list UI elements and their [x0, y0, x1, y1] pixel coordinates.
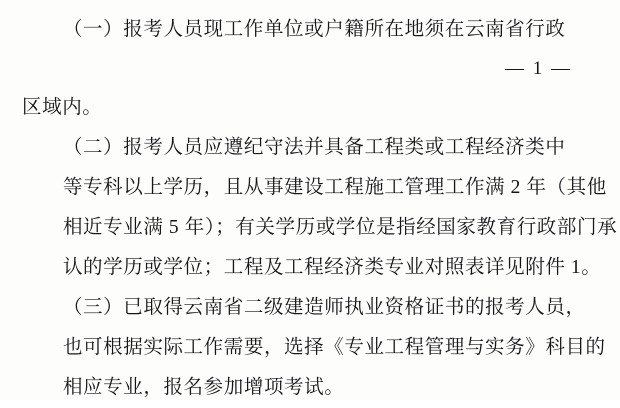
- paragraph-three-line-3: 相应专业，报名参加增项考试。: [62, 377, 345, 398]
- paragraph-one-line-2: 区域内。: [22, 97, 103, 118]
- paragraph-three-line-1: （三）已取得云南省二级建造师执业资格证书的报考人员，: [62, 297, 586, 318]
- paragraph-one: [22, 10, 598, 50]
- paragraph-three-line-2: 也可根据实际工作需要，选择《专业工程管理与实务》科目的: [62, 337, 606, 358]
- paragraph-two: [22, 128, 618, 288]
- paragraph-three: [22, 288, 606, 408]
- paragraph-two-line-2: 等专科以上学历，且从事建设工程施工管理工作满 2 年（其他: [62, 177, 607, 198]
- page-number-marker: — 1 —: [505, 58, 572, 79]
- paragraph-one-continued: [22, 88, 598, 128]
- paragraph-two-line-3: 相近专业满 5 年）；有关学历或学位是指经国家教育行政部门承: [62, 217, 618, 238]
- paragraph-two-line-4: 认的学历或学位；工程及工程经济类专业对照表详见附件 1。: [62, 257, 602, 278]
- document-body: [22, 10, 618, 408]
- paragraph-two-line-1: （二）报考人员应遵纪守法并具备工程类或工程经济类中: [62, 137, 566, 158]
- paragraph-one-line-1: （一）报考人员现工作单位或户籍所在地须在云南省行政: [62, 19, 566, 40]
